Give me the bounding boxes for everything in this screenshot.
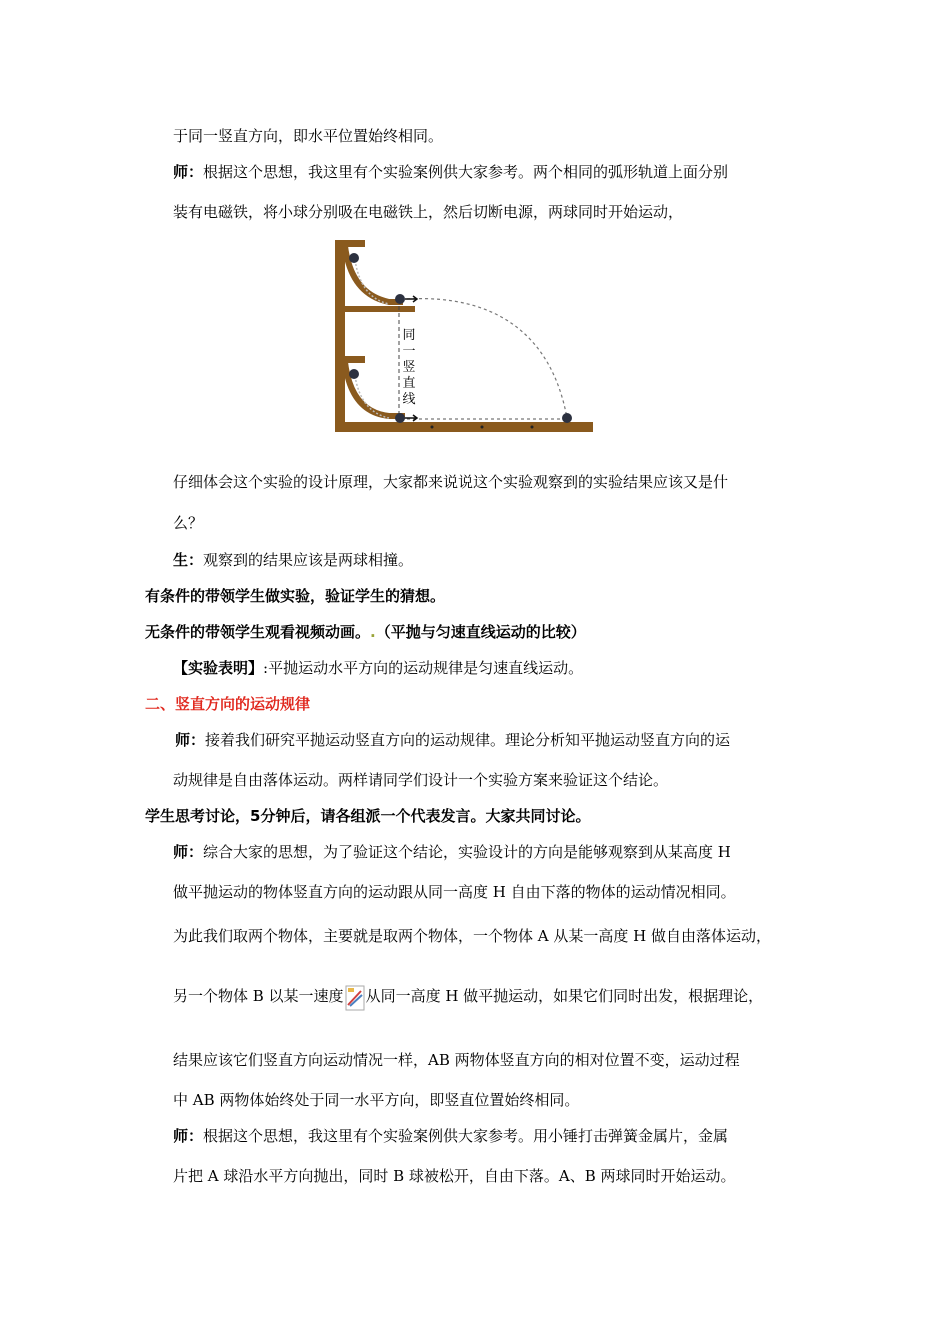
speaker-teacher: 师： — [173, 163, 204, 181]
para-9: 【实验表明】:平抛运动水平方向的运动规律是匀速直线运动。 — [173, 659, 584, 677]
ball — [349, 253, 359, 263]
figure-label-char: 同 — [402, 328, 416, 343]
base-board — [335, 422, 593, 432]
projectile-trajectory — [407, 299, 567, 418]
ball — [562, 413, 572, 423]
ball — [349, 369, 359, 379]
para-3: 装有电磁铁，将小球分别吸在电磁铁上，然后切断电源，两球同时开始运动， — [173, 203, 684, 221]
section-heading: 二、竖直方向的运动规律 — [145, 695, 311, 713]
speaker-student: 生： — [173, 551, 204, 569]
middle-bracket — [335, 356, 365, 363]
para-10: 师：接着我们研究平抛运动竖直方向的运动规律。理论分析知平抛运动竖直方向的运 — [175, 731, 731, 749]
stray-dot: . — [370, 623, 376, 641]
para-5: 么？ — [173, 514, 204, 532]
para-18: 中 AB 两物体始终处于同一水平方向，即竖直位置始终相同。 — [173, 1091, 580, 1109]
para-19: 师：根据这个思想，我这里有个实验案例供大家参考。用小锤打击弹簧金属片，金属 — [173, 1127, 729, 1145]
speaker-teacher: 师： — [173, 1127, 204, 1145]
para-17: 结果应该它们竖直方向运动情况一样，AB 两物体竖直方向的相对位置不变，运动过程 — [173, 1051, 740, 1069]
figure-label-char: 直 — [402, 376, 416, 391]
para-15: 为此我们取两个物体，主要就是取两个物体，一个物体 A 从某一高度 H 做自由落体运动， — [173, 927, 771, 945]
para-4: 仔细体会这个实验的设计原理，大家都来说说这个实验观察到的实验结果应该又是什 — [173, 473, 729, 491]
para-1: 于同一竖直方向，即水平位置始终相同。 — [173, 127, 444, 145]
ball — [395, 294, 405, 304]
broken-formula-icon — [345, 985, 365, 1011]
para-2: 师：根据这个思想，我这里有个实验案例供大家参考。两个相同的弧形轨道上面分别 — [173, 163, 729, 181]
upper-shelf — [335, 306, 415, 312]
vertical-post — [335, 240, 345, 426]
para-20: 片把 A 球沿水平方向抛出，同时 B 球被松开，自由下落。A、B 两球同时开始运动。 — [173, 1167, 736, 1185]
para-13: 师：综合大家的思想，为了验证这个结论，实验设计的方向是能够观察到从某高度 H — [173, 843, 731, 861]
para-14: 做平抛运动的物体竖直方向的运动跟从同一高度 H 自由下落的物体的运动情况相同。 — [173, 883, 736, 901]
speaker-teacher: 师： — [173, 843, 204, 861]
figure-label-char: 一 — [402, 344, 416, 359]
para-16: 另一个物体 B 以某一速度 从同一高度 H 做平抛运动，如果它们同时出发，根据理论， — [173, 985, 763, 1011]
speaker-teacher: 师： — [175, 731, 206, 749]
para-7: 有条件的带领学生做实验，验证学生的猜想。 — [145, 587, 446, 605]
para-11: 动规律是自由落体运动。两样请同学们设计一个实验方案来验证这个结论。 — [173, 771, 669, 789]
figure-label-char: 竖 — [402, 360, 416, 375]
top-bracket — [335, 240, 365, 247]
para-8: 无条件的带领学生观看视频动画。.（平抛与匀速直线运动的比较） — [145, 623, 586, 641]
track-experiment-figure — [327, 236, 593, 436]
ball — [395, 413, 405, 423]
experiment-label: 【实验表明】 — [173, 659, 264, 677]
velocity-arrow — [405, 415, 417, 421]
figure-label-char: 线 — [402, 392, 416, 407]
para-12: 学生思考讨论，5分钟后，请各组派一个代表发言。大家共同讨论。 — [145, 807, 591, 825]
velocity-arrow — [405, 296, 417, 302]
para-6: 生：观察到的结果应该是两球相撞。 — [173, 551, 414, 569]
